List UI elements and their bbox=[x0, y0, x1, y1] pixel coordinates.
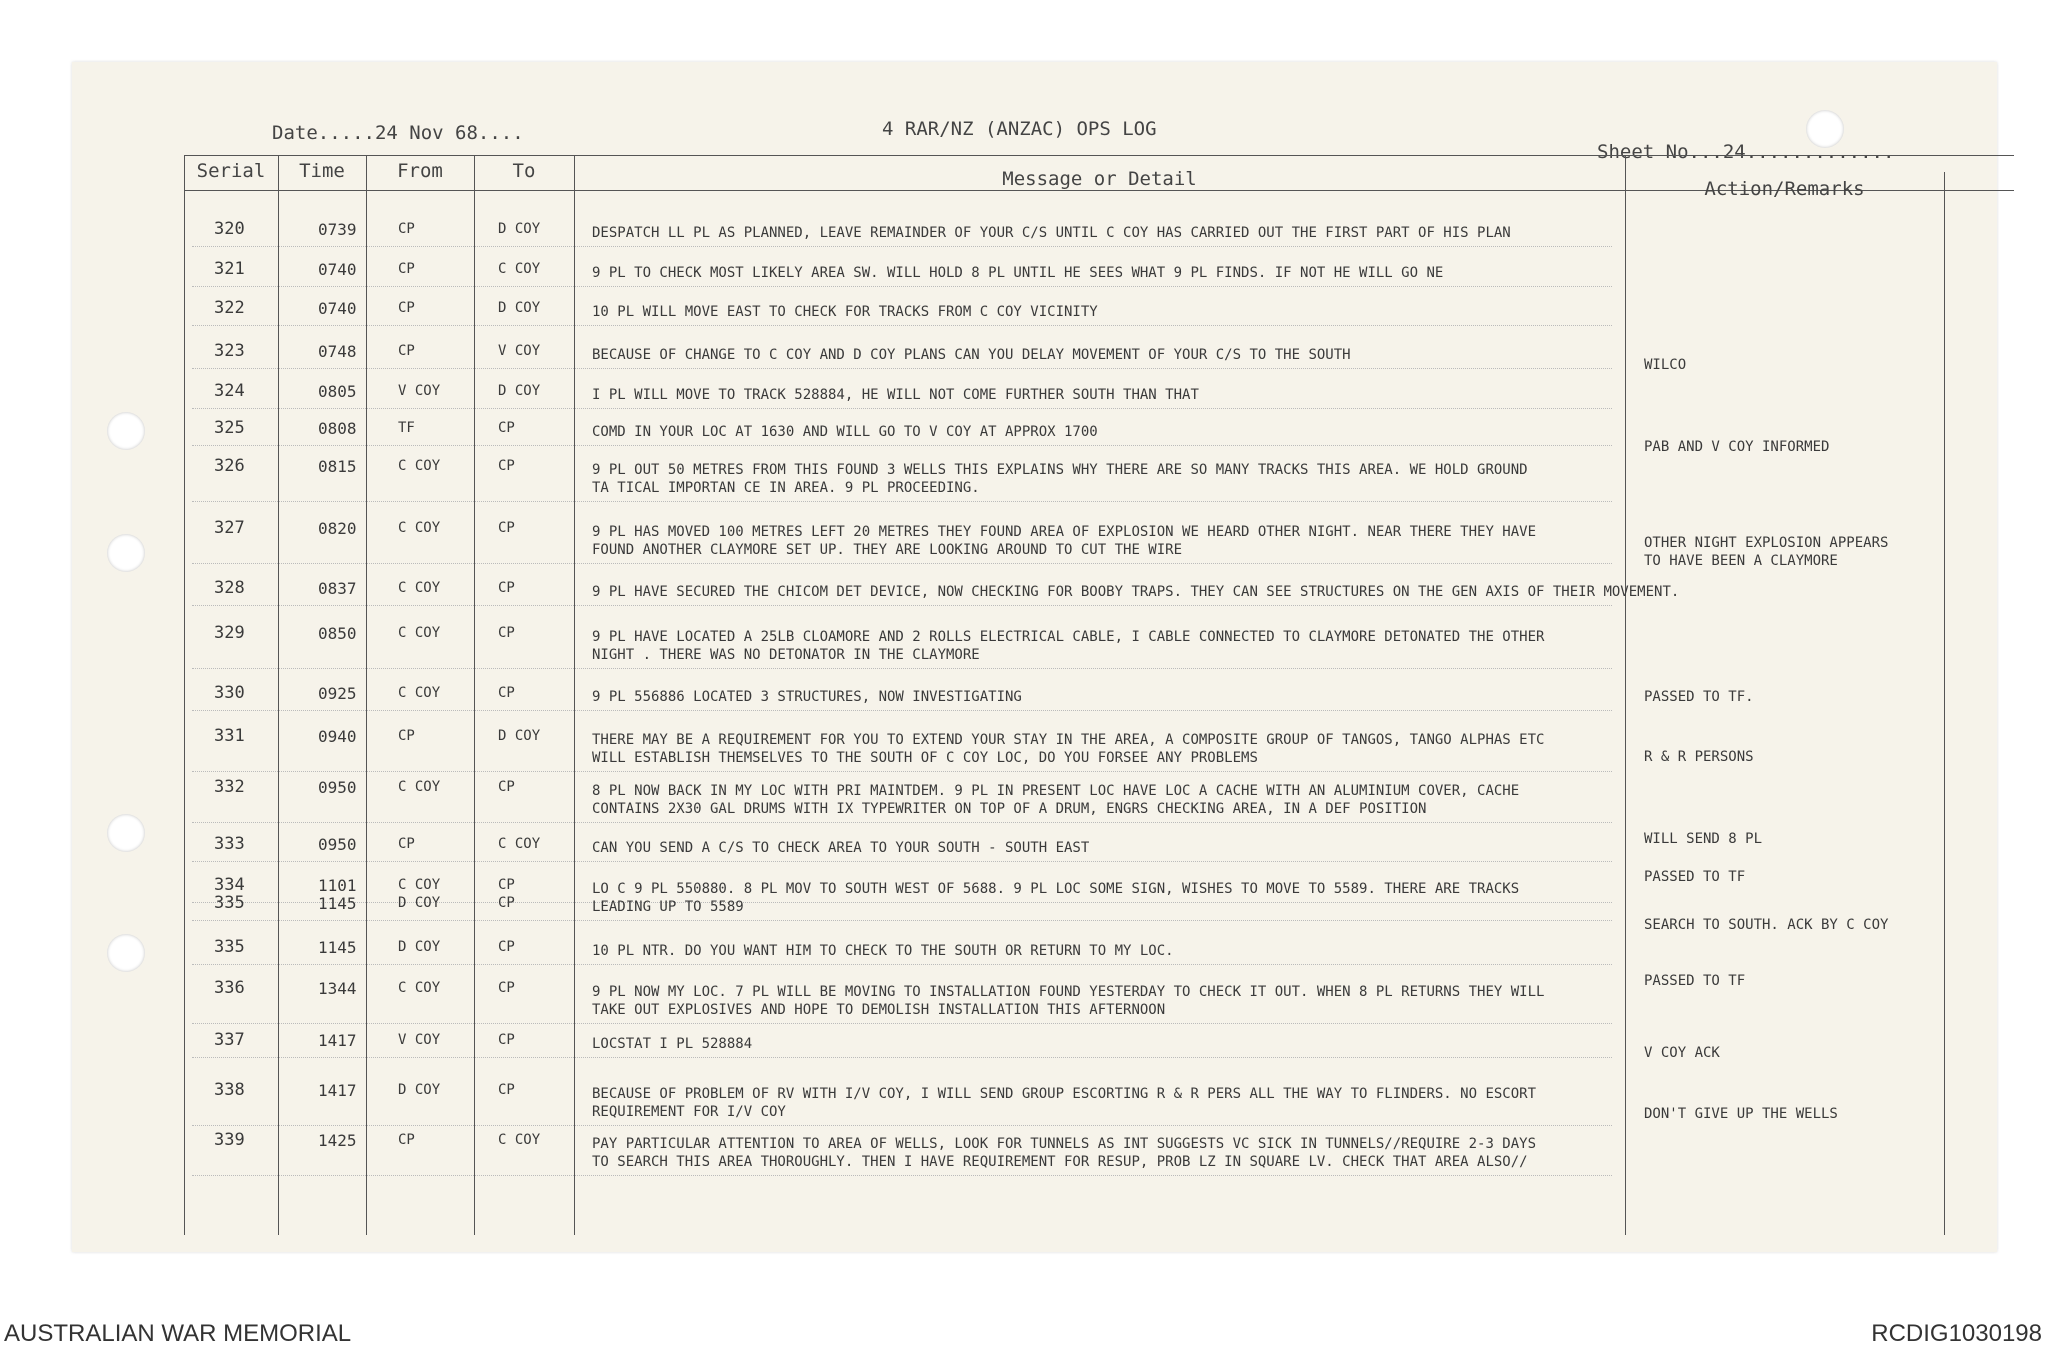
remark-line: PASSED TO TF bbox=[1644, 973, 1746, 989]
row-from: CP bbox=[398, 728, 415, 744]
row-serial: 331 bbox=[214, 726, 245, 746]
row-from: C COY bbox=[398, 625, 441, 641]
row-time: 0837 bbox=[318, 579, 357, 598]
column-rule bbox=[366, 155, 367, 1235]
col-from-header: From bbox=[397, 160, 443, 182]
log-sheet bbox=[72, 62, 1997, 1252]
row-time: 0740 bbox=[318, 260, 357, 279]
row-serial: 326 bbox=[214, 456, 245, 476]
column-rule bbox=[1944, 172, 1945, 1235]
row-to: CP bbox=[498, 895, 515, 911]
row-to: CP bbox=[498, 779, 515, 795]
remark-line: PASSED TO TF. bbox=[1644, 689, 1754, 705]
punch-hole bbox=[107, 934, 145, 972]
remark-line: OTHER NIGHT EXPLOSION APPEARS bbox=[1644, 535, 1889, 551]
row-time: 0950 bbox=[318, 835, 357, 854]
row-time: 0748 bbox=[318, 342, 357, 361]
column-rule bbox=[184, 155, 185, 1235]
row-from: CP bbox=[398, 343, 415, 359]
row-time: 1344 bbox=[318, 979, 357, 998]
row-to: CP bbox=[498, 877, 515, 893]
row-message-line: 9 PL OUT 50 METRES FROM THIS FOUND 3 WELLS THIS EXPLAINS WHY THERE ARE SO MANY TRACKS THIS AREA. WE HOLD GROUND bbox=[592, 462, 1528, 478]
row-message-line: BECAUSE OF PROBLEM OF RV WITH I/V COY, I WILL SEND GROUP ESCORTING R & R PERS ALL THE WAY TO FLINDERS. NO ESCORT bbox=[592, 1086, 1537, 1102]
col-serial-header: Serial bbox=[196, 160, 266, 182]
remark-line: R & R PERSONS bbox=[1644, 749, 1754, 765]
row-to: D COY bbox=[498, 728, 541, 744]
row-from: CP bbox=[398, 300, 415, 316]
row-serial: 321 bbox=[214, 259, 245, 279]
row-message-line: THERE MAY BE A REQUIREMENT FOR YOU TO EXTEND YOUR STAY IN THE AREA, A COMPOSITE GROUP OF TANGOS, TANGO ALPHAS ETC bbox=[592, 732, 1545, 748]
row-serial: 337 bbox=[214, 1030, 245, 1050]
row-message-line: 9 PL NOW MY LOC. 7 PL WILL BE MOVING TO INSTALLATION FOUND YESTERDAY TO CHECK IT OUT. WHEN 8 PL RETURNS THEY WILL bbox=[592, 984, 1545, 1000]
row-to: CP bbox=[498, 458, 515, 474]
column-rule bbox=[574, 155, 575, 1235]
row-serial: 329 bbox=[214, 623, 245, 643]
row-message-line: PAY PARTICULAR ATTENTION TO AREA OF WELLS, LOOK FOR TUNNELS AS INT SUGGESTS VC SICK IN TUNNELS//REQUIRE 2-3 DAYS bbox=[592, 1136, 1537, 1152]
row-serial: 325 bbox=[214, 418, 245, 438]
remark-line: TO HAVE BEEN A CLAYMORE bbox=[1644, 553, 1838, 569]
remark-line: PASSED TO TF bbox=[1644, 869, 1746, 885]
row-time: 0740 bbox=[318, 299, 357, 318]
row-guide-line bbox=[192, 710, 1612, 711]
sheet-number: Sheet No...24............. bbox=[1597, 141, 1895, 163]
row-message-line: 9 PL HAVE SECURED THE CHICOM DET DEVICE, NOW CHECKING FOR BOOBY TRAPS. THEY CAN SEE STRUCTURES ON THE GEN AXIS OF THEIR MOVEMENT. bbox=[592, 584, 1680, 600]
row-from: CP bbox=[398, 221, 415, 237]
row-from: C COY bbox=[398, 580, 441, 596]
row-to: CP bbox=[498, 1082, 515, 1098]
row-message-line: 9 PL HAVE LOCATED A 25LB CLOAMORE AND 2 ROLLS ELECTRICAL CABLE, I CABLE CONNECTED TO CLAYMORE DETONATED THE OTHER bbox=[592, 629, 1545, 645]
row-guide-line bbox=[192, 445, 1612, 446]
row-to: CP bbox=[498, 420, 515, 436]
row-guide-line bbox=[192, 1175, 1612, 1176]
row-guide-line bbox=[192, 325, 1612, 326]
row-time: 0925 bbox=[318, 684, 357, 703]
row-message-line: 10 PL WILL MOVE EAST TO CHECK FOR TRACKS FROM C COY VICINITY bbox=[592, 304, 1098, 320]
row-guide-line bbox=[192, 605, 1612, 606]
remark-line: WILCO bbox=[1644, 357, 1687, 373]
row-guide-line bbox=[192, 246, 1612, 247]
column-rule bbox=[474, 155, 475, 1235]
row-to: C COY bbox=[498, 261, 541, 277]
row-from: C COY bbox=[398, 520, 441, 536]
row-time: 0815 bbox=[318, 457, 357, 476]
row-from: C COY bbox=[398, 685, 441, 701]
row-from: CP bbox=[398, 1132, 415, 1148]
remark-line: WILL SEND 8 PL bbox=[1644, 831, 1763, 847]
row-message-line: LOCSTAT I PL 528884 bbox=[592, 1036, 753, 1052]
row-to: CP bbox=[498, 580, 515, 596]
row-from: C COY bbox=[398, 458, 441, 474]
row-to: V COY bbox=[498, 343, 541, 359]
punch-hole bbox=[107, 534, 145, 572]
row-serial: 339 bbox=[214, 1130, 245, 1150]
log-title: 4 RAR/NZ (ANZAC) OPS LOG bbox=[882, 118, 1157, 140]
row-from: C COY bbox=[398, 779, 441, 795]
remark-line: PAB AND V COY INFORMED bbox=[1644, 439, 1830, 455]
row-message-line: COMD IN YOUR LOC AT 1630 AND WILL GO TO V COY AT APPROX 1700 bbox=[592, 424, 1098, 440]
row-to: D COY bbox=[498, 300, 541, 316]
row-time: 0808 bbox=[318, 419, 357, 438]
row-time: 1425 bbox=[318, 1131, 357, 1150]
remark-line: V COY ACK bbox=[1644, 1045, 1720, 1061]
table-top-rule bbox=[184, 155, 2014, 156]
footer-reference: RCDIG1030198 bbox=[1871, 1320, 2042, 1347]
row-serial: 335 bbox=[214, 937, 245, 957]
row-time: 0805 bbox=[318, 382, 357, 401]
row-serial: 338 bbox=[214, 1080, 245, 1100]
row-message-line: CONTAINS 2X30 GAL DRUMS WITH IX TYPEWRITER ON TOP OF A DRUM, ENGRS CHECKING AREA, IN A DEF POSITION bbox=[592, 801, 1427, 817]
row-message-line: TA TICAL IMPORTAN CE IN AREA. 9 PL PROCEEDING. bbox=[592, 480, 980, 496]
row-message-line: TAKE OUT EXPLOSIVES AND HOPE TO DEMOLISH INSTALLATION THIS AFTERNOON bbox=[592, 1002, 1166, 1018]
row-serial: 322 bbox=[214, 298, 245, 318]
row-time: 0940 bbox=[318, 727, 357, 746]
row-guide-line bbox=[192, 920, 1612, 921]
row-guide-line bbox=[192, 861, 1612, 862]
row-guide-line bbox=[192, 1125, 1612, 1126]
row-guide-line bbox=[192, 368, 1612, 369]
row-guide-line bbox=[192, 408, 1612, 409]
row-message-line: 8 PL NOW BACK IN MY LOC WITH PRI MAINTDEM. 9 PL IN PRESENT LOC HAVE LOC A CACHE WITH AN ALUMINIUM COVER, CACHE bbox=[592, 783, 1520, 799]
row-guide-line bbox=[192, 1023, 1612, 1024]
column-rule bbox=[278, 155, 279, 1235]
col-time-header: Time bbox=[299, 160, 345, 182]
row-to: D COY bbox=[498, 383, 541, 399]
row-time: 0820 bbox=[318, 519, 357, 538]
row-from: C COY bbox=[398, 877, 441, 893]
row-message-line: NIGHT . THERE WAS NO DETONATOR IN THE CLAYMORE bbox=[592, 647, 980, 663]
row-guide-line bbox=[192, 286, 1612, 287]
row-message-line: WILL ESTABLISH THEMSELVES TO THE SOUTH OF C COY LOC, DO YOU FORSEE ANY PROBLEMS bbox=[592, 750, 1258, 766]
row-message-line: BECAUSE OF CHANGE TO C COY AND D COY PLANS CAN YOU DELAY MOVEMENT OF YOUR C/S TO THE SOUTH bbox=[592, 347, 1351, 363]
row-from: D COY bbox=[398, 939, 441, 955]
row-guide-line bbox=[192, 822, 1612, 823]
row-time: 1417 bbox=[318, 1031, 357, 1050]
row-from: CP bbox=[398, 836, 415, 852]
footer-institution: AUSTRALIAN WAR MEMORIAL bbox=[4, 1320, 352, 1347]
row-time: 1145 bbox=[318, 894, 357, 913]
row-message-line: TO SEARCH THIS AREA THOROUGHLY. THEN I HAVE REQUIREMENT FOR RESUP, PROB LZ IN SQUARE LV. CHECK THAT AREA ALSO// bbox=[592, 1154, 1528, 1170]
row-from: V COY bbox=[398, 383, 441, 399]
col-message-header: Message or Detail bbox=[1002, 168, 1197, 190]
row-to: CP bbox=[498, 685, 515, 701]
row-serial: 334 bbox=[214, 875, 245, 895]
row-serial: 327 bbox=[214, 518, 245, 538]
row-time: 0739 bbox=[318, 220, 357, 239]
log-date: Date.....24 Nov 68.... bbox=[272, 122, 524, 144]
row-time: 0950 bbox=[318, 778, 357, 797]
row-message-line: LO C 9 PL 550880. 8 PL MOV TO SOUTH WEST OF 5688. 9 PL LOC SOME SIGN, WISHES TO MOVE TO 5589. THERE ARE TRACKS bbox=[592, 881, 1520, 897]
row-to: C COY bbox=[498, 1132, 541, 1148]
row-guide-line bbox=[192, 563, 1612, 564]
row-message-line: I PL WILL MOVE TO TRACK 528884, HE WILL NOT COME FURTHER SOUTH THAN THAT bbox=[592, 387, 1199, 403]
row-message-line: FOUND ANOTHER CLAYMORE SET UP. THEY ARE LOOKING AROUND TO CUT THE WIRE bbox=[592, 542, 1183, 558]
row-message-line: 10 PL NTR. DO YOU WANT HIM TO CHECK TO THE SOUTH OR RETURN TO MY LOC. bbox=[592, 943, 1174, 959]
row-serial: 330 bbox=[214, 683, 245, 703]
row-serial: 320 bbox=[214, 219, 245, 239]
row-from: V COY bbox=[398, 1032, 441, 1048]
row-guide-line bbox=[192, 501, 1612, 502]
row-serial: 323 bbox=[214, 341, 245, 361]
row-to: CP bbox=[498, 520, 515, 536]
row-message-line: CAN YOU SEND A C/S TO CHECK AREA TO YOUR SOUTH - SOUTH EAST bbox=[592, 840, 1090, 856]
remark-line: SEARCH TO SOUTH. ACK BY C COY bbox=[1644, 917, 1889, 933]
row-guide-line bbox=[192, 771, 1612, 772]
row-from: D COY bbox=[398, 895, 441, 911]
col-action-header: Action/Remarks bbox=[1704, 178, 1865, 200]
row-from: C COY bbox=[398, 980, 441, 996]
row-time: 1417 bbox=[318, 1081, 357, 1100]
row-to: CP bbox=[498, 625, 515, 641]
column-rule bbox=[1625, 155, 1626, 1235]
row-message-line: 9 PL HAS MOVED 100 METRES LEFT 20 METRES THEY FOUND AREA OF EXPLOSION WE HEARD OTHER NIGHT. NEAR THERE THEY HAVE bbox=[592, 524, 1537, 540]
row-serial: 333 bbox=[214, 834, 245, 854]
row-guide-line bbox=[192, 668, 1612, 669]
row-to: C COY bbox=[498, 836, 541, 852]
row-guide-line bbox=[192, 964, 1612, 965]
punch-hole bbox=[107, 412, 145, 450]
row-to: CP bbox=[498, 1032, 515, 1048]
row-serial: 324 bbox=[214, 381, 245, 401]
row-serial: 328 bbox=[214, 578, 245, 598]
punch-hole bbox=[107, 814, 145, 852]
row-from: TF bbox=[398, 420, 415, 436]
row-time: 1101 bbox=[318, 876, 357, 895]
col-to-header: To bbox=[512, 160, 536, 182]
row-message-line: 9 PL 556886 LOCATED 3 STRUCTURES, NOW INVESTIGATING bbox=[592, 689, 1022, 705]
row-to: CP bbox=[498, 980, 515, 996]
row-message-line: LEADING UP TO 5589 bbox=[592, 899, 744, 915]
row-serial: 332 bbox=[214, 777, 245, 797]
row-to: D COY bbox=[498, 221, 541, 237]
row-time: 0850 bbox=[318, 624, 357, 643]
row-from: CP bbox=[398, 261, 415, 277]
row-serial: 335 bbox=[214, 893, 245, 913]
row-message-line: 9 PL TO CHECK MOST LIKELY AREA SW. WILL HOLD 8 PL UNTIL HE SEES WHAT 9 PL FINDS. IF NOT HE WILL GO NE bbox=[592, 265, 1444, 281]
row-guide-line bbox=[192, 1057, 1612, 1058]
row-message-line: REQUIREMENT FOR I/V COY bbox=[592, 1104, 786, 1120]
row-message-line: DESPATCH LL PL AS PLANNED, LEAVE REMAINDER OF YOUR C/S UNTIL C COY HAS CARRIED OUT THE FIRST PART OF HIS PLAN bbox=[592, 225, 1511, 241]
row-serial: 336 bbox=[214, 978, 245, 998]
remark-line: DON'T GIVE UP THE WELLS bbox=[1644, 1106, 1838, 1122]
row-from: D COY bbox=[398, 1082, 441, 1098]
row-time: 1145 bbox=[318, 938, 357, 957]
row-to: CP bbox=[498, 939, 515, 955]
